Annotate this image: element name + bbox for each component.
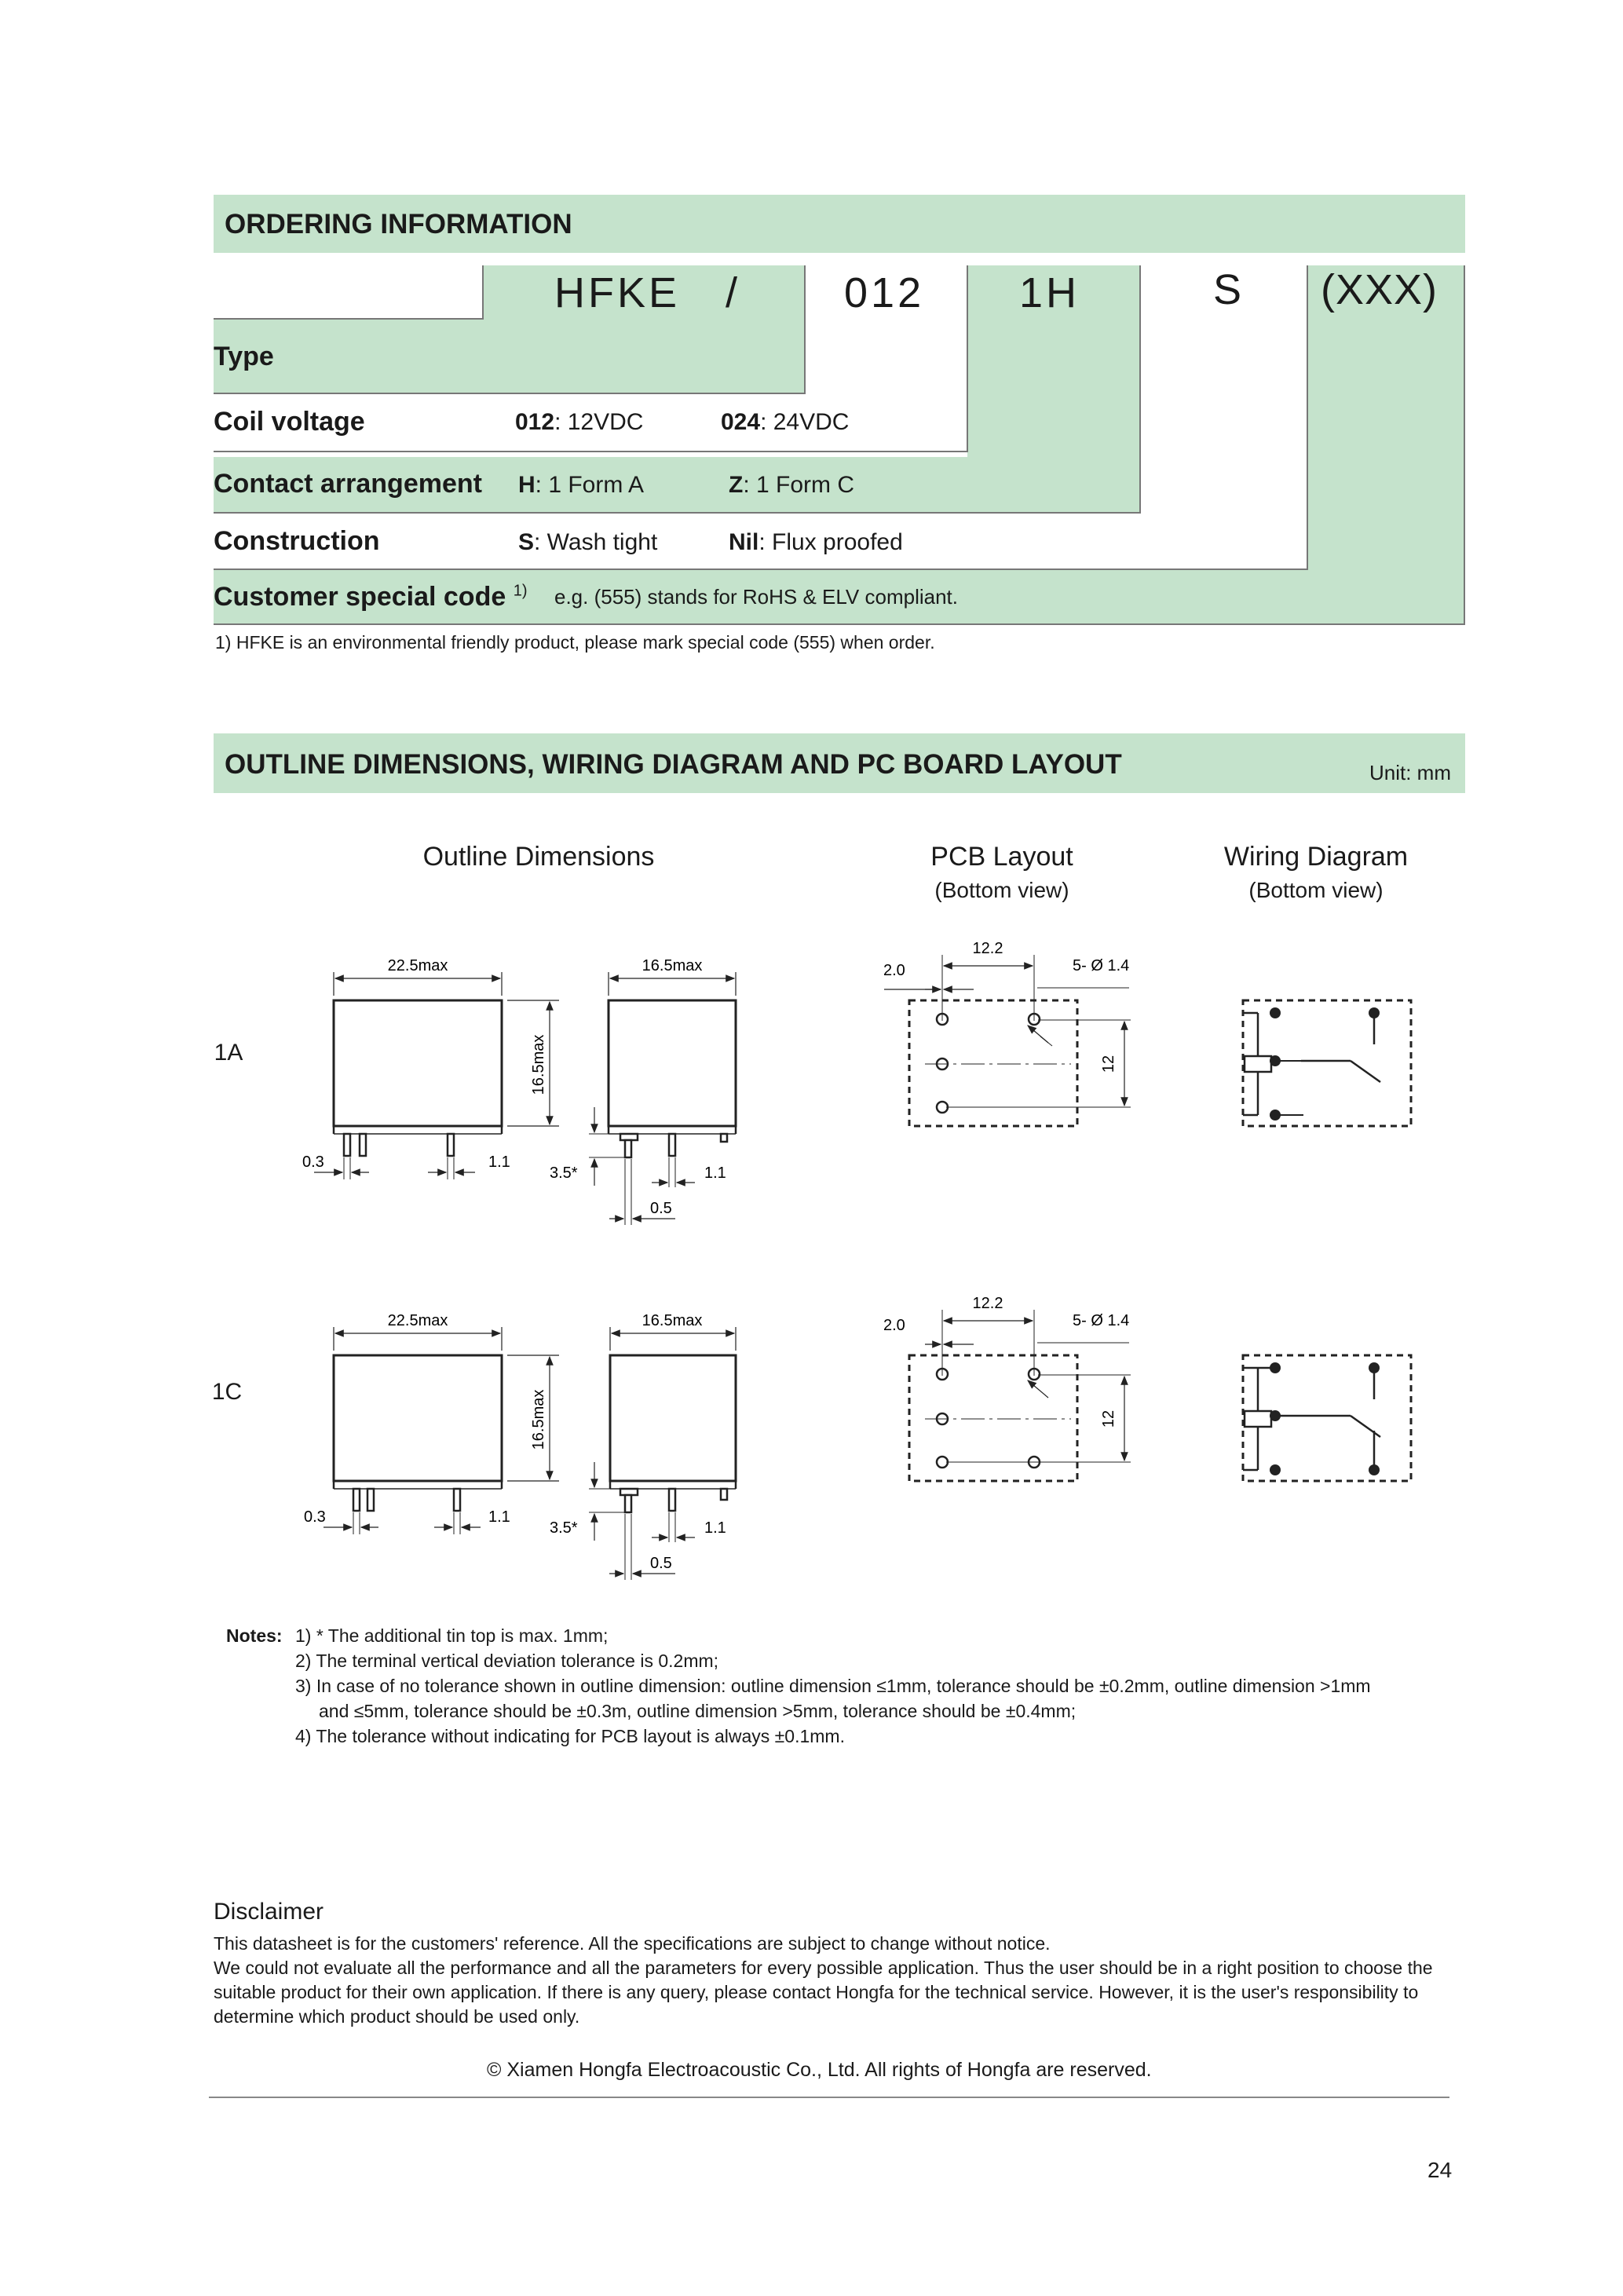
dim-depth-1c: 16.5max xyxy=(642,1312,703,1329)
page-number: 24 xyxy=(1427,2158,1453,2182)
col-wiring-sub: (Bottom view) xyxy=(1248,878,1384,902)
dim-11b-1a: 1.1 xyxy=(704,1164,726,1182)
note-2: 2) The terminal vertical deviation tolerance is 0.2mm; xyxy=(295,1651,719,1671)
footer-rule xyxy=(209,2097,1449,2098)
pcb-off-1c: 2.0 xyxy=(883,1317,905,1334)
contact-opt2: Z: 1 Form C xyxy=(729,472,855,498)
note-3b: and ≤5mm, tolerance should be ±0.3m, outline dimension >5mm, tolerance should be ±0.4mm; xyxy=(319,1701,1077,1721)
row-contact-label: Contact arrangement xyxy=(214,469,482,499)
note-1: 1) * The additional tin top is max. 1mm; xyxy=(295,1625,609,1646)
coil-opt1: 012: 12VDC xyxy=(515,409,644,435)
drawing-set-1a xyxy=(302,940,1411,1225)
disclaimer-p1: This datasheet is for the customers' reference. All the specifications are subject to change without notice. xyxy=(214,1933,1051,1954)
pcb-holes-1c: 5- Ø 1.4 xyxy=(1073,1312,1130,1329)
dim-11b-1c: 1.1 xyxy=(704,1519,726,1537)
wiring-1a xyxy=(1243,1000,1411,1126)
dim-11a-1a: 1.1 xyxy=(488,1153,510,1171)
unit-label: Unit: mm xyxy=(1369,761,1451,784)
dim-height-1c: 16.5max xyxy=(530,1389,547,1450)
code-slash: / xyxy=(726,269,741,316)
ordering-footnote: 1) HFKE is an environmental friendly product, please mark special code (555) when order. xyxy=(215,632,935,653)
disclaimer-title: Disclaimer xyxy=(214,1899,324,1925)
code-voltage: 012 xyxy=(844,269,925,316)
wiring-1c xyxy=(1243,1355,1411,1481)
contact-opt1: H: 1 Form A xyxy=(518,472,645,498)
dim-35-1c: 3.5* xyxy=(550,1519,578,1537)
outline-title: OUTLINE DIMENSIONS, WIRING DIAGRAM AND PC BOARD LAYOUT xyxy=(225,749,1122,780)
pcb-holes-1a: 5- Ø 1.4 xyxy=(1073,957,1130,974)
pcb-height-1c: 12 xyxy=(1100,1409,1117,1428)
pcb-layout-1a xyxy=(884,955,1131,1126)
side-view-1c xyxy=(589,1327,736,1580)
dim-05-1c: 0.5 xyxy=(650,1555,672,1572)
dim-03-1c: 0.3 xyxy=(304,1508,326,1526)
special-example: e.g. (555) stands for RoHS & ELV compliant. xyxy=(554,585,958,609)
row-type-label: Type xyxy=(214,342,274,371)
pcb-height-1a: 12 xyxy=(1100,1055,1117,1073)
pcb-layout-1c xyxy=(909,1310,1131,1481)
code-special: (XXX) xyxy=(1321,266,1438,313)
code-construction: S xyxy=(1213,266,1245,313)
col-wiring-title: Wiring Diagram xyxy=(1223,842,1409,872)
notes-label: Notes: xyxy=(226,1625,283,1646)
row-special-label: Customer special code $^{1)}$ xyxy=(214,582,528,612)
dim-depth-1a: 16.5max xyxy=(642,957,703,974)
disclaimer-p2: We could not evaluate all the performance and all the parameters for every possible application. Thus the user should be in a right position to choose the suitable product for their own application. If there is any query, please contact Hongfa for the technical service. However, it is the user's responsibility to determine which product should be used only. xyxy=(214,1958,1433,2027)
side-view-1a xyxy=(589,972,736,1225)
dim-height-1a: 16.5max xyxy=(530,1034,547,1095)
code-type: HFKE xyxy=(554,269,681,316)
dim-11a-1c: 1.1 xyxy=(488,1508,510,1526)
front-view-1a xyxy=(314,972,559,1179)
col-pcb-sub: (Bottom view) xyxy=(934,878,1069,902)
drawing-set-1c xyxy=(304,1295,1411,1580)
dim-05-1a: 0.5 xyxy=(650,1200,672,1217)
coil-opt2: 024: 24VDC xyxy=(721,409,850,435)
front-view-1c xyxy=(324,1327,559,1534)
col-outline-title: Outline Dimensions xyxy=(422,842,655,872)
pcb-off-1a: 2.0 xyxy=(883,962,905,979)
note-4: 4) The tolerance without indicating for PCB layout is always ±0.1mm. xyxy=(295,1726,845,1746)
row-construction-label: Construction xyxy=(214,526,380,556)
pcb-pitch-1c: 12.2 xyxy=(972,1295,1003,1312)
dim-width-1c: 22.5max xyxy=(387,1312,448,1329)
ordering-title: ORDERING INFORMATION xyxy=(225,209,572,239)
col-pcb-title: PCB Layout xyxy=(930,842,1073,872)
note-3a: 3) In case of no tolerance shown in outline dimension: outline dimension ≤1mm, tolerance should be ±0.2mm, outline dimension >1mm xyxy=(295,1676,1371,1696)
dim-03-1a: 0.3 xyxy=(302,1153,324,1171)
copyright: © Xiamen Hongfa Electroacoustic Co., Ltd. All rights of Hongfa are reserved. xyxy=(487,2059,1152,2081)
row-1c-label: 1C xyxy=(211,1379,243,1405)
dim-35-1a: 3.5* xyxy=(550,1164,578,1182)
code-contact: 1H xyxy=(1019,269,1080,316)
construction-opt1: S: Wash tight xyxy=(518,529,658,555)
dim-width-1a: 22.5max xyxy=(387,957,448,974)
construction-opt2: Nil: Flux proofed xyxy=(729,529,903,555)
row-coil-label: Coil voltage xyxy=(214,407,365,437)
pcb-pitch-1a: 12.2 xyxy=(972,940,1003,957)
row-1a-label: 1A xyxy=(214,1040,243,1066)
